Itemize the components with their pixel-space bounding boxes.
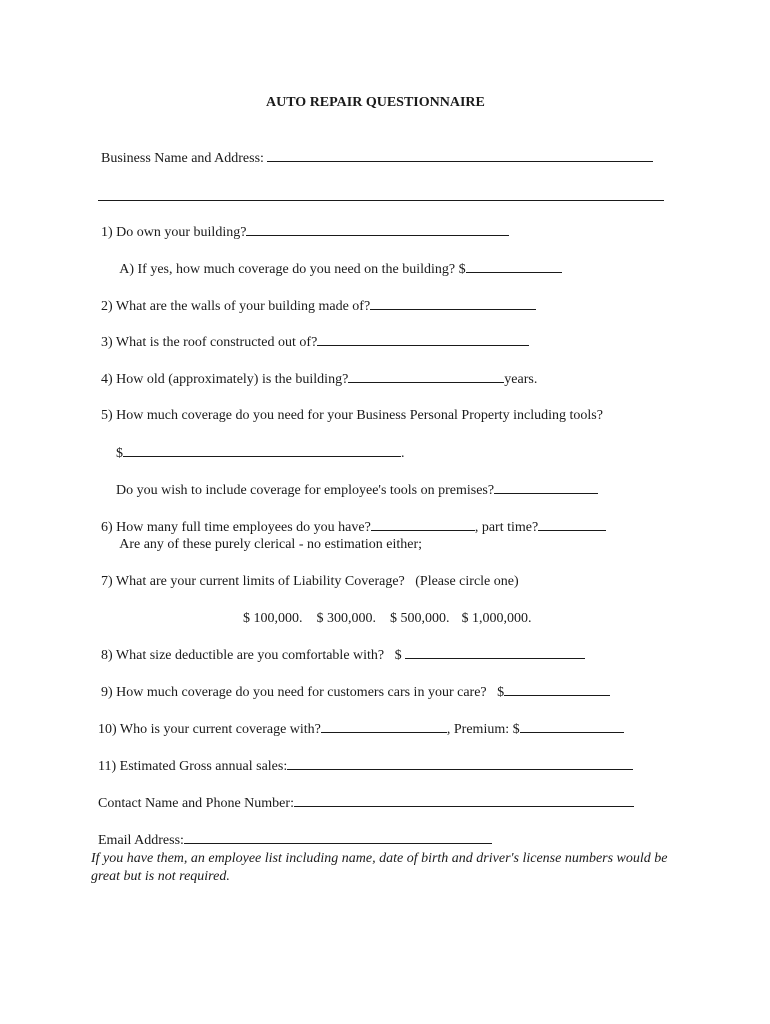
option-1000000[interactable]: $ 1,000,000. [461, 611, 532, 626]
q1a-row [113, 242, 562, 279]
email-field[interactable] [184, 831, 492, 844]
q5-label: 5) How much coverage do you need for your Business Personal Property including tools? [101, 408, 603, 423]
q4-row [94, 352, 537, 389]
option-300000[interactable]: $ 300,000. [316, 611, 376, 626]
q7-label: 7) What are your current limits of Liability Coverage? (Please circle one) [101, 574, 519, 589]
q6-parttime-field[interactable] [538, 518, 606, 531]
business-name-field[interactable] [267, 149, 653, 162]
option-500000[interactable]: $ 500,000. [390, 611, 450, 626]
email-label: Email Address: [98, 833, 184, 848]
q4-label: 4) How old (approximately) is the building? [101, 372, 349, 387]
q1a-field[interactable] [466, 260, 562, 273]
business-address-field[interactable] [98, 188, 664, 201]
q1a-label: A) If yes, how much coverage do you need on the building? $ [119, 262, 466, 277]
q5-period: . [401, 446, 405, 461]
q11-label: 11) Estimated Gross annual sales: [98, 759, 288, 774]
q4-field[interactable] [348, 370, 504, 383]
q5-row [94, 389, 603, 425]
business-name-label: Business Name and Address: [101, 151, 268, 166]
q5-tools-row [109, 463, 598, 500]
q5-dollar: $ [116, 446, 123, 461]
q1-label: 1) Do own your building? [101, 225, 247, 240]
q3-label: 3) What is the roof constructed out of? [101, 335, 318, 350]
q1-row [94, 205, 509, 242]
q8-field[interactable] [405, 646, 585, 659]
q5-amount-row [109, 426, 405, 463]
q6-clerical-row [113, 518, 422, 554]
q2-label: 2) What are the walls of your building made of? [101, 299, 371, 314]
q10-premium-field[interactable] [520, 720, 624, 733]
contact-field[interactable] [294, 794, 634, 807]
q3-row [94, 315, 529, 352]
q5-tools-label: Do you wish to include coverage for employee's tools on premises? [116, 483, 495, 498]
q4-suffix: years. [504, 372, 538, 387]
q10-row [91, 702, 624, 739]
q2-field[interactable] [370, 297, 536, 310]
q9-field[interactable] [504, 683, 610, 696]
contact-label: Contact Name and Phone Number: [98, 796, 294, 811]
q9-label: 9) How much coverage do you need for customers cars in your care? $ [101, 685, 505, 700]
email-row [91, 813, 492, 850]
q3-field[interactable] [317, 333, 529, 346]
q8-label: 8) What size deductible are you comfortable with? $ [101, 648, 406, 663]
q2-row [94, 279, 536, 316]
q6-clerical-label: Are any of these purely clerical - no estimation either; [119, 537, 423, 552]
q10-premium-label: , Premium: $ [446, 722, 520, 737]
q7-row [94, 555, 519, 591]
q11-row [91, 739, 633, 776]
q10-label: 10) Who is your current coverage with? [98, 722, 321, 737]
option-100000[interactable]: $ 100,000. [243, 611, 303, 626]
q6-part-time-label: , part time? [474, 520, 539, 535]
page-title: AUTO REPAIR QUESTIONNAIRE [266, 95, 485, 110]
q9-row [94, 665, 610, 702]
business-name-row [94, 131, 653, 168]
q5-tools-field[interactable] [494, 481, 598, 494]
footer-note: If you have them, an employee list including name, date of birth and driver's license numbers would be great but is not required. [91, 851, 668, 884]
q1-field[interactable] [246, 223, 509, 236]
q7-options-row [236, 592, 532, 628]
q6-label: 6) How many full time employees do you have? [101, 520, 371, 535]
contact-row [91, 776, 634, 813]
q5-field[interactable] [123, 444, 401, 457]
q11-field[interactable] [287, 757, 633, 770]
q8-row [94, 628, 585, 665]
q10-carrier-field[interactable] [321, 720, 447, 733]
business-address-row [91, 170, 664, 207]
